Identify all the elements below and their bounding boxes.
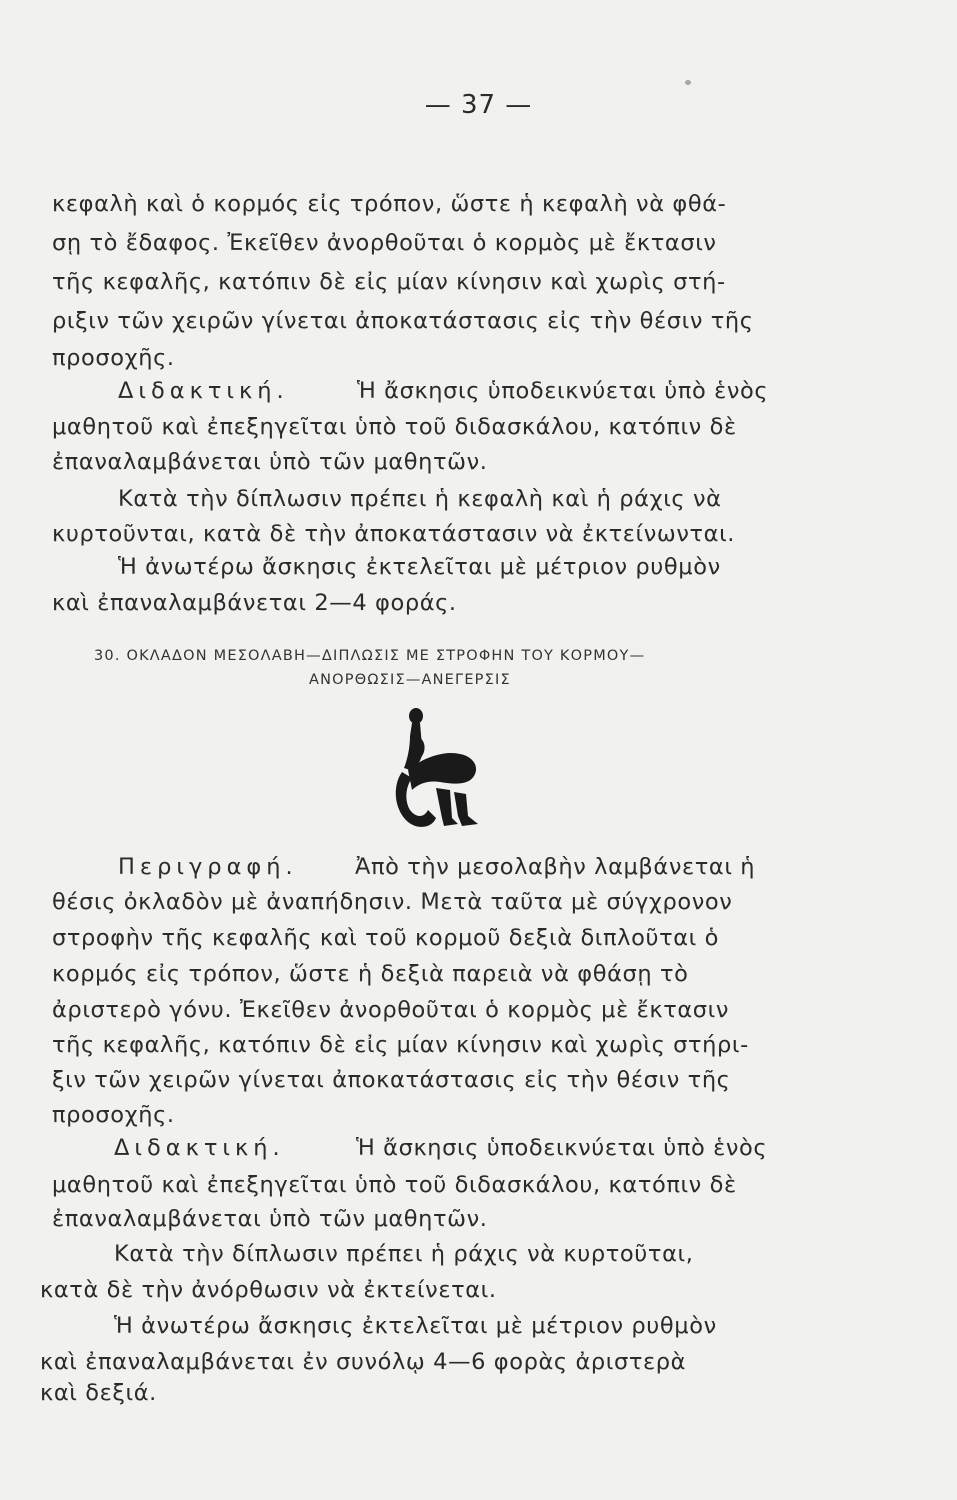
text-line: τῆς κεφαλῆς, κατόπιν δὲ εἰς μίαν κίνησιν καὶ χωρὶς στήρι- (52, 1032, 749, 1058)
text-line: Κατὰ τὴν δίπλωσιν πρέπει ἡ ράχις νὰ κυρτοῦται, (114, 1241, 694, 1267)
text-line: ἀριστερὸ γόνυ. Ἐκεῖθεν ἀνορθοῦται ὁ κορμὸς μὲ ἔκτασιν (52, 997, 730, 1023)
text-line: καὶ ἐπαναλαμβάνεται ἐν συνόλῳ 4—6 φορὰς ἀριστερὰ (40, 1349, 687, 1375)
text-line: καὶ ἐπαναλαμβάνεται 2—4 φοράς. (52, 590, 457, 616)
text-line: τῆς κεφαλῆς, κατόπιν δὲ εἰς μίαν κίνησιν καὶ χωρὶς στή- (52, 269, 726, 295)
text-line: Ἡ ἀνωτέρω ἄσκησις ἐκτελεῖται μὲ μέτριον ρυθμὸν (118, 554, 721, 580)
didaktiki-label: Διδακτική. (114, 1135, 285, 1161)
exercise-heading-continued: ΑΝΟΡΘΩΣΙΣ—ΑΝΕΓΕΡΣΙΣ (309, 672, 511, 688)
text-line: Ἡ ἄσκησις ὑποδεικνύεται ὑπὸ ἑνὸς (356, 1135, 768, 1161)
page-number: — 37 — (424, 90, 533, 120)
didaktiki-label: Διδακτική. (118, 378, 289, 404)
ink-speck (685, 80, 691, 85)
text-line: Ἡ ἄσκησις ὑποδεικνύεται ὑπὸ ἑνὸς (357, 378, 769, 404)
text-line: στροφὴν τῆς κεφαλῆς καὶ τοῦ κορμοῦ δεξιὰ διπλοῦται ὁ (52, 925, 719, 951)
text-line: θέσις ὀκλαδὸν μὲ ἀναπήδησιν. Μετὰ ταῦτα μὲ σύγχρονον (52, 889, 733, 915)
text-line: καὶ δεξιά. (40, 1380, 157, 1406)
text-line: ξιν τῶν χειρῶν γίνεται ἀποκατάστασις εἰς τὴν θέσιν τῆς (52, 1067, 731, 1093)
exercise-figure-illustration (388, 706, 488, 840)
text-line: σῃ τὸ ἔδαφος. Ἐκεῖθεν ἀνορθοῦται ὁ κορμὸς μὲ ἔκτασιν (52, 230, 717, 256)
text-line: Ἀπὸ τὴν μεσολαβὴν λαμβάνεται ἡ (355, 854, 756, 880)
text-line: κεφαλὴ καὶ ὁ κορμός εἰς τρόπον, ὥστε ἡ κεφαλὴ νὰ φθά- (52, 191, 727, 217)
text-line: ἐπαναλαμβάνεται ὑπὸ τῶν μαθητῶν. (52, 449, 488, 475)
text-line: Κατὰ τὴν δίπλωσιν πρέπει ἡ κεφαλὴ καὶ ἡ ράχις νὰ (118, 486, 722, 512)
text-line: ἐπαναλαμβάνεται ὑπὸ τῶν μαθητῶν. (52, 1206, 488, 1232)
text-line: κυρτοῦνται, κατὰ δὲ τὴν ἀποκατάστασιν νὰ ἐκτείνωνται. (52, 521, 736, 547)
text-line: κορμός εἰς τρόπον, ὥστε ἡ δεξιὰ παρειὰ νὰ φθάσῃ τὸ (52, 961, 689, 987)
text-line: ριξιν τῶν χειρῶν γίνεται ἀποκατάστασις εἰς τὴν θέσιν τῆς (52, 308, 754, 334)
perigrafi-label: Περιγραφή. (118, 854, 298, 880)
text-line: μαθητοῦ καὶ ἐπεξηγεῖται ὑπὸ τοῦ διδασκάλου, κατόπιν δὲ (52, 1172, 737, 1198)
text-line: μαθητοῦ καὶ ἐπεξηγεῖται ὑπὸ τοῦ διδασκάλου, κατόπιν δὲ (52, 414, 737, 440)
text-line: προσοχῆς. (52, 345, 175, 371)
exercise-heading: 30. ΟΚΛΑΔΟΝ ΜΕΣΟΛΑΒΗ—ΔΙΠΛΩΣΙΣ ΜΕ ΣΤΡΟΦΗΝ ΤΟΥ ΚΟΡΜΟΥ— (94, 648, 646, 664)
text-line: Ἡ ἀνωτέρω ἄσκησις ἐκτελεῖται μὲ μέτριον ρυθμὸν (114, 1313, 717, 1339)
text-line: κατὰ δὲ τὴν ἀνόρθωσιν νὰ ἐκτείνεται. (40, 1277, 497, 1303)
text-line: προσοχῆς. (52, 1102, 175, 1128)
